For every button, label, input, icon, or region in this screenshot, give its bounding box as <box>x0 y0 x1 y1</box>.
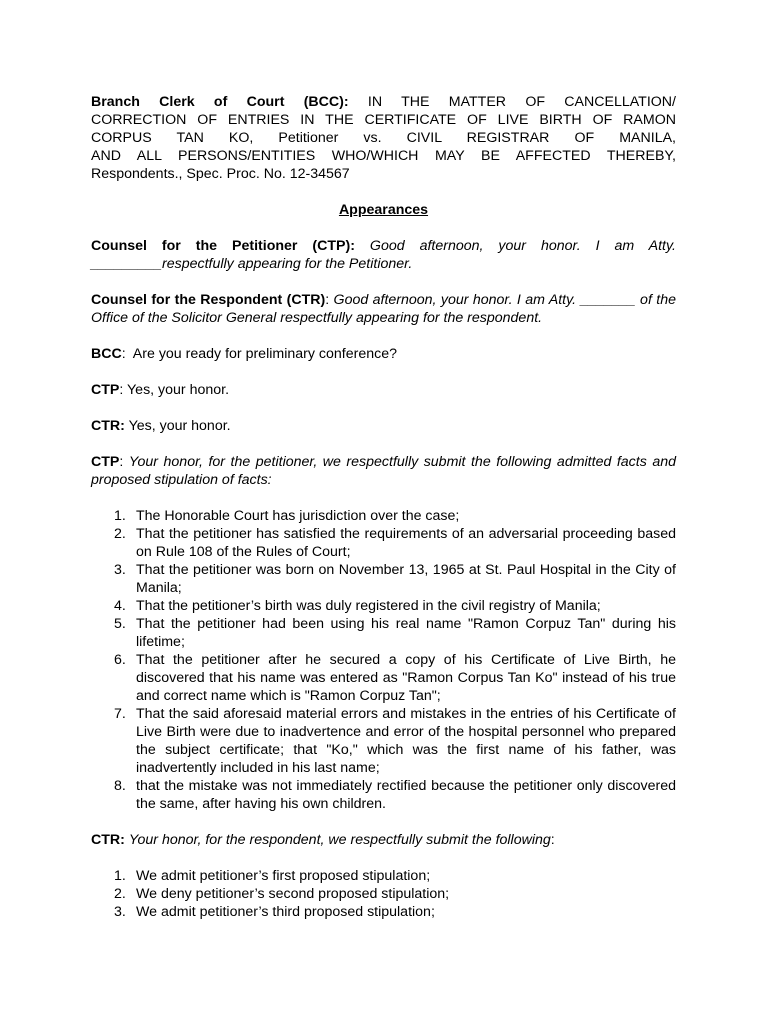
ctp-appearance-text: Good afternoon, your honor. I am Atty. _________respectfully appearing for the Petitioner. <box>91 238 676 272</box>
ctp-facts-list <box>91 507 676 813</box>
list-item-text: We deny petitioner’s second proposed stipulation; <box>136 886 450 902</box>
bcc-speaker-label-short: BCC <box>91 346 122 362</box>
caption-line-3: CORPUS TAN KO, Petitioner vs. CIVIL REGISTRAR OF MANILA, <box>91 130 676 146</box>
ctr-appearance <box>91 291 676 327</box>
ctp-submission-text: Your honor, for the petitioner, we respectfully submit the following admitted facts and proposed stipulation of facts: <box>91 454 676 488</box>
ctp-reply <box>91 381 676 399</box>
ctp-appearance <box>91 237 676 273</box>
list-item-text: The Honorable Court has jurisdiction over the case; <box>136 508 460 524</box>
list-item: 3. That the petitioner was born on November 13, 1965 at St. Paul Hospital in the City of Manila; <box>114 562 676 596</box>
caption-line-1: IN THE MATTER OF CANCELLATION/ <box>367 94 676 110</box>
ctr-submission-trail: : <box>550 832 555 848</box>
list-item-text: That the petitioner has satisfied the requirements of an adversarial proceeding based on Rule 108 of the Rules of Court; <box>136 526 676 560</box>
bcc-separator: : <box>121 346 133 362</box>
list-item-text: That the said aforesaid material errors and mistakes in the entries of his Certificate of Live Birth were due to inadvertence and error of the hospital personnel who prepared the subject certificate; that "Ko," which was the first name of his father, was inadvertently included in his last name; <box>136 706 676 776</box>
ctr-submission-text: Your honor, for the respondent, we respectfully submit the following <box>128 832 551 848</box>
bcc-question-text: Are you ready for preliminary conference? <box>132 346 397 362</box>
list-item-text: We admit petitioner’s third proposed stipulation; <box>136 904 435 920</box>
list-item-text: That the petitioner was born on November 13, 1965 at St. Paul Hospital in the City of Manila; <box>136 562 676 596</box>
list-item-text: That the petitioner’s birth was duly registered in the civil registry of Manila; <box>136 598 601 614</box>
list-item-text: that the mistake was not immediately rectified because the petitioner only discovered the same, after having his own children. <box>136 778 676 812</box>
list-item: 8. that the mistake was not immediately rectified because the petitioner only discovered the same, after having his own children. <box>114 778 676 812</box>
list-item: 3. We admit petitioner’s third proposed stipulation; <box>114 904 435 920</box>
bcc-question <box>91 345 676 363</box>
ctr-reply-text: Yes, your honor. <box>128 418 231 434</box>
ctr-reply <box>91 417 676 435</box>
ctr-submission <box>91 831 676 849</box>
caption-line-2: CORRECTION OF ENTRIES IN THE CERTIFICATE OF LIVE BIRTH OF RAMON <box>91 112 676 128</box>
caption-line-4: AND ALL PERSONS/ENTITIES WHO/WHICH MAY BE AFFECTED THEREBY, <box>91 148 676 164</box>
caption-line-5: Respondents., Spec. Proc. No. 12-34567 <box>91 166 350 182</box>
ctp-speaker-label: Counsel for the Petitioner (CTP): <box>91 238 355 254</box>
ctp-submission-separator: : <box>119 454 129 470</box>
list-item: 4. That the petitioner’s birth was duly registered in the civil registry of Manila; <box>114 598 601 614</box>
list-item-text: That the petitioner after he secured a copy of his Certificate of Live Birth, he discovered that his name was entered as "Ramon Corpus Tan Ko" instead of his true and correct name which is "Ramon Corpuz Tan"; <box>136 652 676 704</box>
ctp-submission <box>91 453 676 489</box>
list-item: 1. We admit petitioner’s first proposed stipulation; <box>114 868 431 884</box>
ctp-submission-speaker: CTP <box>91 454 120 470</box>
ctr-responses-list <box>91 867 676 921</box>
case-caption <box>91 93 676 183</box>
ctr-reply-speaker: CTR: <box>91 418 125 434</box>
list-item: 7. That the said aforesaid material errors and mistakes in the entries of his Certificate of Live Birth were due to inadvertence and error of the hospital personnel who prepared the subject certificate; that "Ko," which was the first name of his father, was inadvertently included in his last name; <box>114 706 676 776</box>
list-item: 2. We deny petitioner’s second proposed stipulation; <box>114 886 450 902</box>
list-item: 2. That the petitioner has satisfied the requirements of an adversarial proceeding based on Rule 108 of the Rules of Court; <box>114 526 676 560</box>
ctp-reply-text: Yes, your honor. <box>127 382 230 398</box>
list-item-text: We admit petitioner’s first proposed stipulation; <box>136 868 431 884</box>
ctr-separator: : <box>325 292 334 308</box>
ctp-reply-separator: : <box>119 382 128 398</box>
ctr-speaker-label: Counsel for the Respondent (CTR) <box>91 292 326 308</box>
bcc-speaker-label: Branch Clerk of Court (BCC): <box>91 94 349 110</box>
list-item: 1. The Honorable Court has jurisdiction over the case; <box>114 508 460 524</box>
ctp-reply-speaker: CTP <box>91 382 120 398</box>
list-item: 6. That the petitioner after he secured a copy of his Certificate of Live Birth, he discovered that his name was entered as "Ramon Corpus Tan Ko" instead of his true and correct name which is "Ramon Corpuz Tan"; <box>114 652 676 704</box>
list-item-text: That the petitioner had been using his real name "Ramon Corpuz Tan" during his lifetime; <box>136 616 676 650</box>
ctr-submission-speaker: CTR: <box>91 832 125 848</box>
ctr-appearance-text: Good afternoon, your honor. I am Atty. _______ of the Office of the Solicitor General respectfully appearing for the respondent. <box>91 292 676 326</box>
list-item: 5. That the petitioner had been using his real name "Ramon Corpuz Tan" during his lifetime; <box>114 616 676 650</box>
appearances-heading: Appearances <box>338 202 429 218</box>
